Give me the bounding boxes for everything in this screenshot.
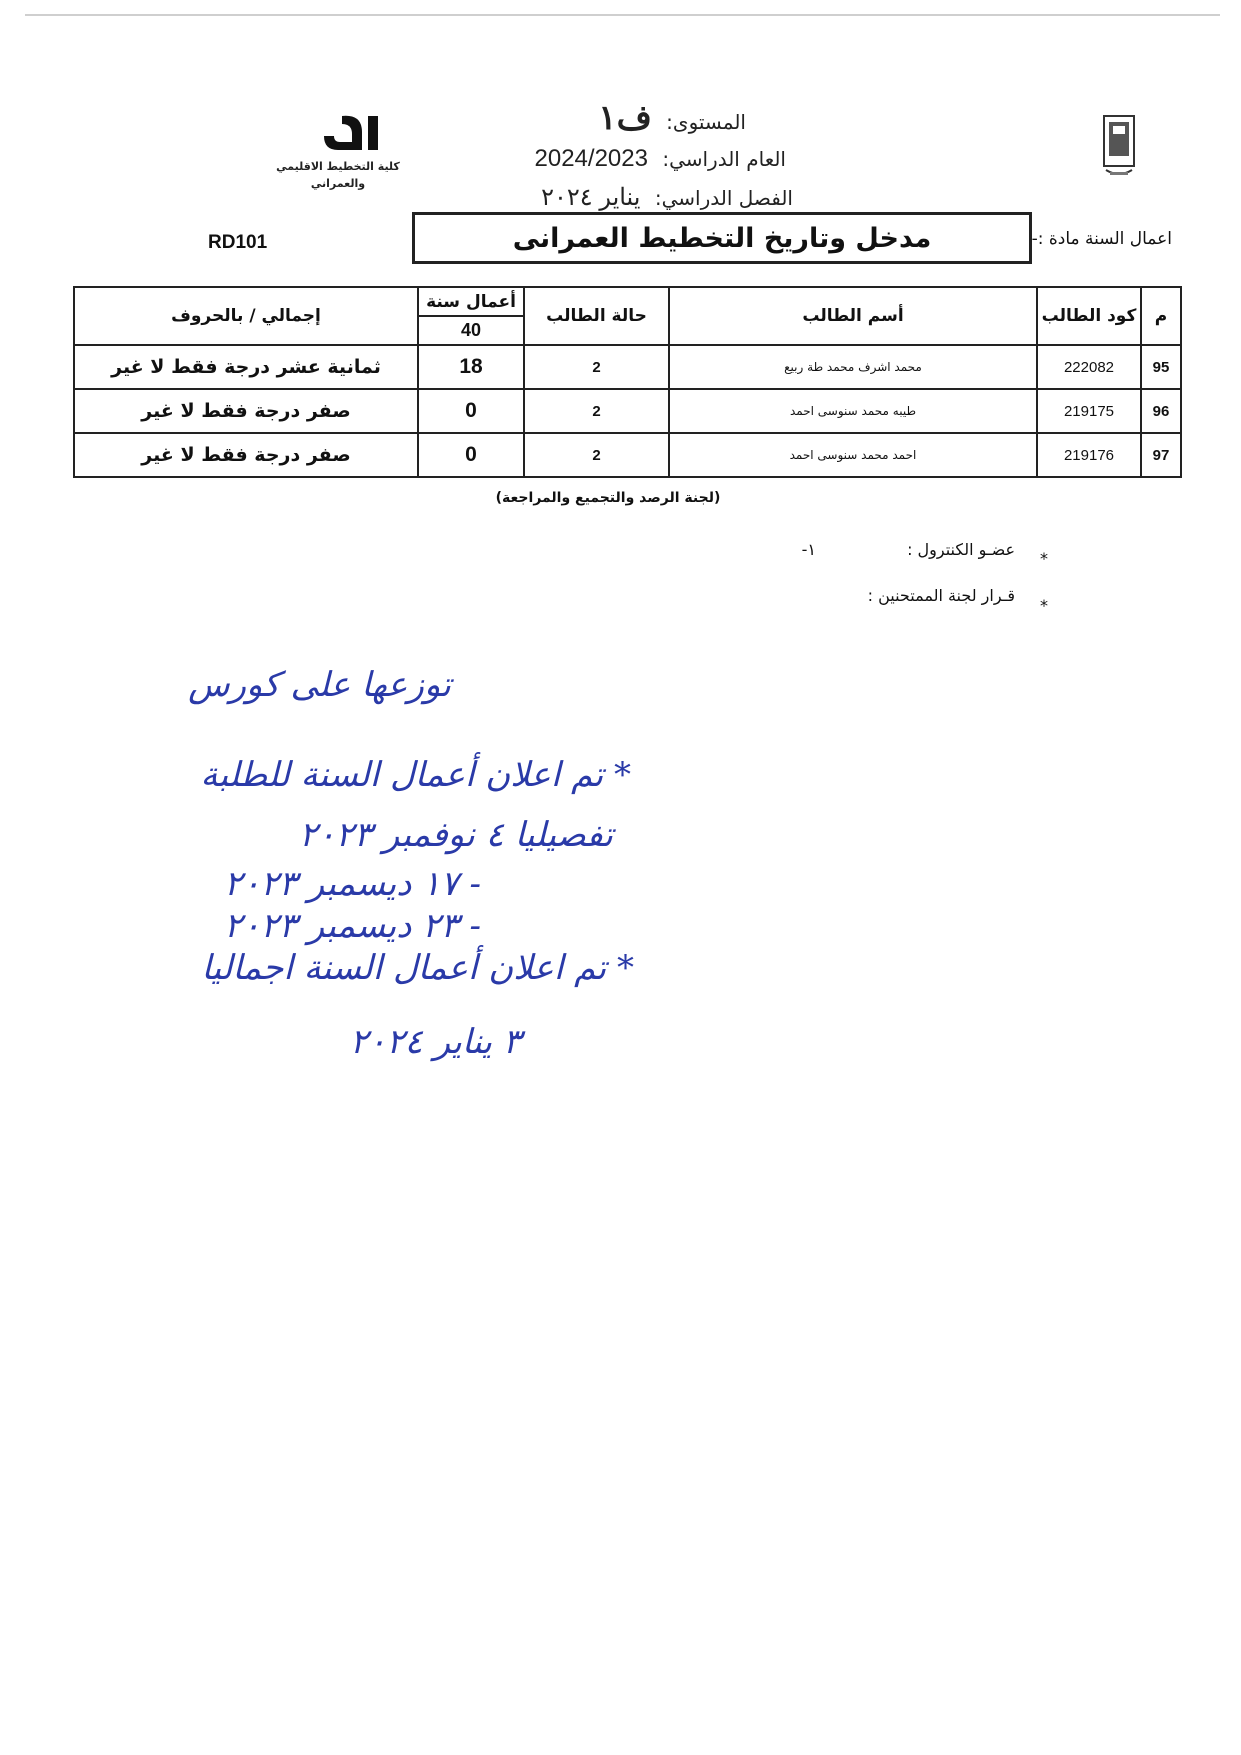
bullet-star: * — [1040, 596, 1048, 615]
cell-m: 96 — [1141, 389, 1181, 433]
cell-coursework-score: 18 — [418, 345, 524, 389]
cell-m: 97 — [1141, 433, 1181, 477]
control-member-label: عضـو الكنترول : — [907, 540, 1015, 559]
cell-student-status: 2 — [524, 433, 669, 477]
cell-student-code: 219175 — [1037, 389, 1141, 433]
handwritten-note: - ١٧ ديسمبر ٢٠٢٣ — [223, 864, 481, 904]
course-title: مدخل وتاريخ التخطيط العمرانى — [512, 222, 932, 254]
faculty-logo-icon — [322, 112, 382, 154]
cell-student-code: 222082 — [1037, 345, 1141, 389]
year-value: 2024/2023 — [534, 145, 648, 172]
handwritten-note: تفصيليا ٤ نوفمبر ٢٠٢٣ — [299, 815, 613, 855]
control-member-number: ١- — [801, 540, 816, 559]
handwritten-note: توزعها على كورس — [188, 665, 451, 705]
header-coursework: أعمال سنة — [418, 287, 524, 316]
header-student-status: حالة الطالب — [524, 287, 669, 345]
table-row — [74, 345, 1181, 389]
cell-coursework-score: 0 — [418, 389, 524, 433]
bullet-star: * — [1040, 549, 1048, 568]
handwritten-note: ٣ يناير ٢٠٢٤ — [349, 1022, 521, 1062]
page-top-rule — [25, 14, 1220, 16]
header-m: م — [1141, 287, 1181, 345]
faculty-name — [268, 158, 408, 192]
level-value: ف١ — [598, 99, 652, 137]
course-label: اعمال السنة مادة :- — [1031, 229, 1172, 249]
university-crest-icon — [1098, 112, 1140, 182]
semester-info — [541, 183, 793, 212]
cell-student-status: 2 — [524, 389, 669, 433]
committee-caption: (لجنة الرصد والتجميع والمراجعة) — [495, 490, 721, 506]
semester-value: يناير ٢٠٢٤ — [541, 184, 641, 211]
handwritten-note: - ٢٣ ديسمبر ٢٠٢٣ — [223, 906, 481, 946]
cell-coursework-score: 0 — [418, 433, 524, 477]
level-info — [598, 98, 746, 138]
header-total-words: إجمالي / بالحروف — [74, 287, 418, 345]
cell-total-words: صفر درجة فقط لا غير — [74, 433, 418, 477]
academic-year-info — [535, 145, 786, 173]
course-title-box — [412, 212, 1032, 264]
cell-student-name: طيبه محمد سنوسى احمد — [669, 389, 1037, 433]
table-row — [74, 389, 1181, 433]
level-label: المستوى: — [666, 110, 746, 134]
handwritten-note: * تم اعلان أعمال السنة للطلبة — [200, 755, 631, 795]
examiners-decision-label: قـرار لجنة الممتحنين : — [867, 586, 1015, 605]
cell-total-words: صفر درجة فقط لا غير — [74, 389, 418, 433]
header-student-code: كود الطالب — [1037, 287, 1141, 345]
year-label: العام الدراسي: — [662, 147, 786, 171]
cell-m: 95 — [1141, 345, 1181, 389]
cell-student-name: احمد محمد سنوسى احمد — [669, 433, 1037, 477]
semester-label: الفصل الدراسي: — [654, 186, 793, 210]
control-member-line — [802, 540, 1015, 559]
handwritten-note: * تم اعلان أعمال السنة اجماليا — [201, 948, 634, 988]
table-row — [74, 433, 1181, 477]
header-coursework-max: 40 — [418, 316, 524, 345]
cell-total-words: ثمانية عشر درجة فقط لا غير — [74, 345, 418, 389]
faculty-name-line2: والعمراني — [310, 177, 366, 190]
cell-student-name: محمد اشرف محمد طة ربيع — [669, 345, 1037, 389]
faculty-name-line1: كلية التخطيط الاقليمي — [276, 160, 400, 173]
header-student-name: أسم الطالب — [669, 287, 1037, 345]
course-code: RD101 — [208, 232, 268, 253]
grades-table — [73, 286, 1182, 478]
cell-student-code: 219176 — [1037, 433, 1141, 477]
cell-student-status: 2 — [524, 345, 669, 389]
